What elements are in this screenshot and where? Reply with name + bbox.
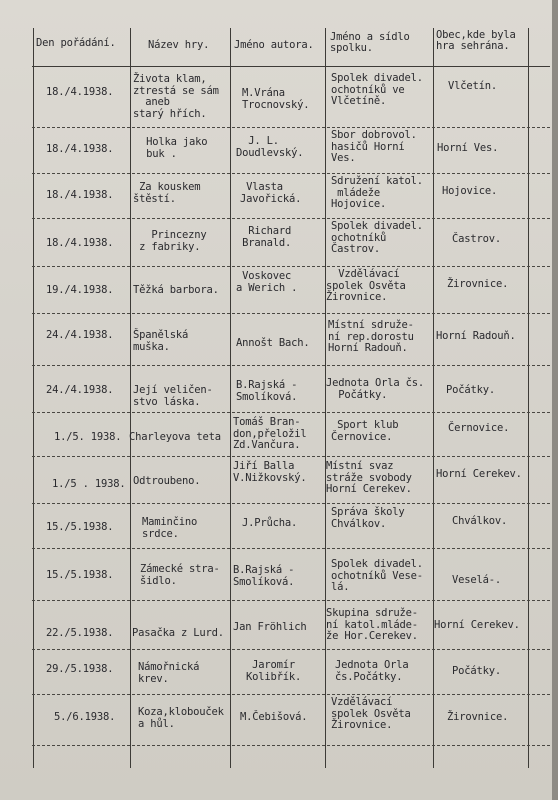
cell-author: Vlasta Javořická. bbox=[240, 181, 302, 205]
cell-town: Žirovnice. bbox=[447, 278, 509, 290]
cell-author: Annošt Bach. bbox=[236, 337, 310, 349]
cell-town: Vlčetín. bbox=[448, 80, 497, 92]
cell-play: Za kouskem štěstí. bbox=[133, 181, 201, 205]
cell-author: B.Rajská - Smolíková. bbox=[236, 379, 298, 403]
cell-club: Sport klub Černovice. bbox=[331, 419, 399, 443]
header-date: Den pořádání. bbox=[36, 37, 116, 49]
cell-play: Pasačka z Lurd. bbox=[132, 627, 224, 639]
cell-town: Počátky. bbox=[452, 665, 501, 677]
cell-town: Žirovnice. bbox=[447, 711, 509, 723]
cell-date: 1./5 . 1938. bbox=[52, 478, 126, 490]
cell-play: Charleyova teta bbox=[129, 431, 221, 443]
row-divider bbox=[32, 548, 550, 549]
cell-club: Skupina sdruže- ní katol.mláde- že Hor.Cerekev. bbox=[326, 607, 418, 642]
row-divider bbox=[32, 649, 550, 650]
cell-date: 1./5. 1938. bbox=[54, 431, 122, 443]
cell-play: Její veličen- stvo láska. bbox=[133, 384, 213, 408]
row-divider bbox=[32, 127, 550, 128]
cell-date: 24./4.1938. bbox=[46, 384, 114, 396]
row-divider bbox=[32, 313, 550, 314]
cell-play: Maminčino srdce. bbox=[142, 516, 198, 540]
cell-club: Spolek divadel. ochotníků ve Vlčetíně. bbox=[331, 72, 423, 107]
cell-date: 29./5.1938. bbox=[46, 663, 114, 675]
cell-town: Černovice. bbox=[448, 422, 510, 434]
cell-play: Těžká barbora. bbox=[133, 284, 219, 296]
cell-author: Voskovec a Werich . bbox=[236, 270, 298, 294]
cell-author: J.Průcha. bbox=[242, 517, 298, 529]
cell-town: Horní Cerekev. bbox=[434, 619, 520, 631]
cell-town: Hojovice. bbox=[442, 185, 498, 197]
cell-club: Spolek divadel. ochotníků Vese- lá. bbox=[331, 558, 423, 593]
cell-date: 18./4.1938. bbox=[46, 143, 114, 155]
cell-play: Života klam, ztrestá se sám aneb starý hřích. bbox=[133, 73, 219, 120]
cell-town: Horní Cerekev. bbox=[436, 468, 522, 480]
cell-club: Jednota Orla čs.Počátky. bbox=[335, 659, 409, 683]
row-divider bbox=[32, 745, 550, 746]
cell-author: J. L. Doudlevský. bbox=[236, 135, 304, 159]
cell-town: Horní Radouň. bbox=[436, 330, 516, 342]
row-divider bbox=[32, 218, 550, 219]
cell-play: Koza,klobouček a hůl. bbox=[138, 706, 224, 730]
cell-town: Počátky. bbox=[446, 384, 495, 396]
cell-play: Odtroubeno. bbox=[133, 475, 201, 487]
row-divider bbox=[32, 412, 550, 413]
column-divider bbox=[230, 28, 231, 768]
header-author: Jméno autora. bbox=[234, 39, 314, 51]
cell-author: Richard Branald. bbox=[242, 225, 292, 249]
cell-club: Správa školy Chválkov. bbox=[331, 506, 405, 530]
cell-club: Místní svaz stráže svobody Horní Cerekev. bbox=[326, 460, 412, 495]
cell-date: 19./4.1938. bbox=[46, 284, 114, 296]
cell-author: Jiří Balla V.Nižkovský. bbox=[233, 460, 307, 484]
cell-town: Častrov. bbox=[452, 233, 501, 245]
cell-date: 24./4.1938. bbox=[46, 329, 114, 341]
cell-date: 22./5.1938. bbox=[46, 627, 114, 639]
cell-town: Horní Ves. bbox=[437, 142, 499, 154]
row-divider bbox=[32, 694, 550, 695]
cell-town: Chválkov. bbox=[452, 515, 508, 527]
cell-date: 5./6.1938. bbox=[54, 711, 116, 723]
cell-author: M.Čebišová. bbox=[240, 711, 308, 723]
cell-club: Vzdělávací spolek Osvěta Žirovnice. bbox=[331, 696, 411, 731]
cell-date: 15./5.1938. bbox=[46, 521, 114, 533]
header-play: Název hry. bbox=[148, 39, 210, 51]
row-divider bbox=[32, 503, 550, 504]
cell-club: Sdružení katol. mládeže Hojovice. bbox=[331, 175, 423, 210]
column-divider bbox=[130, 28, 131, 768]
cell-date: 18./4.1938. bbox=[46, 189, 114, 201]
column-divider bbox=[33, 28, 34, 768]
row-divider bbox=[32, 173, 550, 174]
cell-author: Jaromír Kolibřík. bbox=[246, 659, 302, 683]
header-rule bbox=[32, 66, 550, 67]
cell-date: 18./4.1938. bbox=[46, 86, 114, 98]
column-divider bbox=[433, 28, 434, 768]
cell-play: Španělská muška. bbox=[133, 329, 189, 353]
cell-author: Tomáš Bran- don,přeložil Zd.Vančura. bbox=[233, 416, 307, 451]
cell-club: Sbor dobrovol. hasičů Horní Ves. bbox=[331, 129, 417, 164]
row-divider bbox=[32, 266, 550, 267]
cell-play: Námořnická krev. bbox=[138, 661, 200, 685]
cell-club: Spolek divadel. ochotníků Častrov. bbox=[331, 220, 423, 255]
cell-club: Vzdělávací spolek Osvěta Žirovnice. bbox=[326, 268, 406, 303]
cell-author: M.Vrána Trocnovský. bbox=[242, 87, 310, 111]
column-divider bbox=[528, 28, 529, 768]
cell-club: Místní sdruže- ní rep.dorostu Horní Radouň. bbox=[328, 319, 414, 354]
cell-play: Zámecké stra- šidlo. bbox=[140, 563, 220, 587]
cell-play: Princezny z fabriky. bbox=[139, 229, 207, 253]
header-club: Jméno a sídlo spolku. bbox=[330, 31, 410, 54]
cell-date: 15./5.1938. bbox=[46, 569, 114, 581]
page-edge-shadow bbox=[552, 0, 558, 800]
row-divider bbox=[32, 600, 550, 601]
row-divider bbox=[32, 365, 550, 366]
cell-author: Jan Fröhlich bbox=[233, 621, 307, 633]
cell-date: 18./4.1938. bbox=[46, 237, 114, 249]
header-town: Obec,kde byla hra sehrána. bbox=[436, 29, 516, 52]
cell-author: B.Rajská - Smolíková. bbox=[233, 564, 295, 588]
row-divider bbox=[32, 456, 550, 457]
cell-town: Veselá-. bbox=[452, 574, 501, 586]
cell-club: Jednota Orla čs. Počátky. bbox=[326, 377, 424, 401]
cell-play: Holka jako buk . bbox=[146, 136, 208, 160]
